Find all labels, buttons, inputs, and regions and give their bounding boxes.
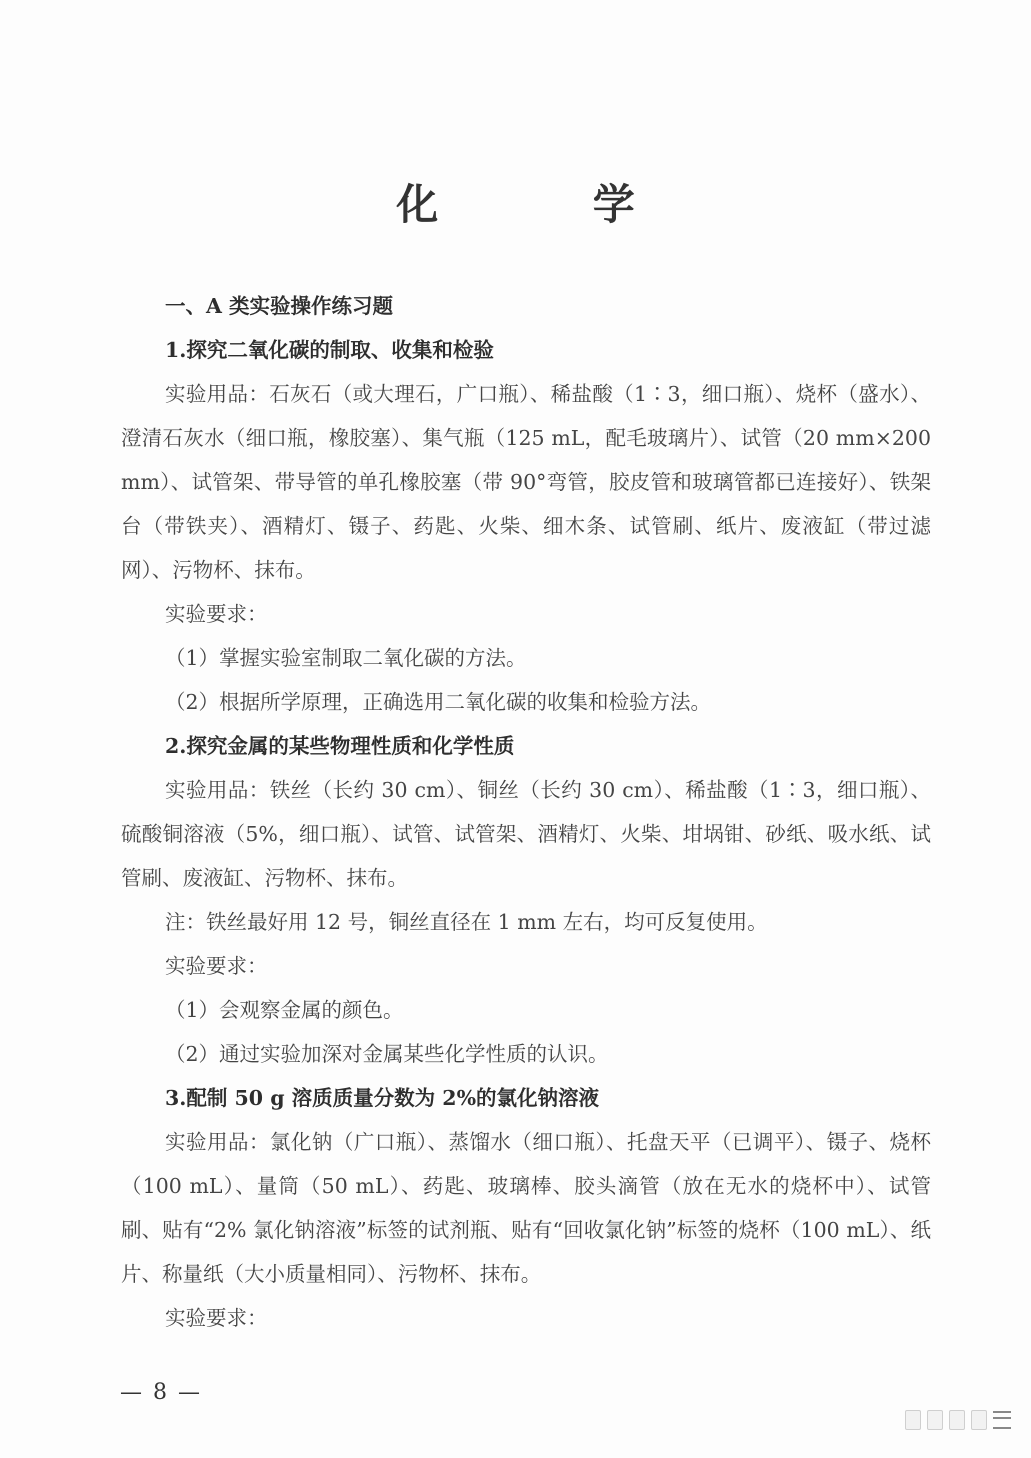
menu-lines-icon [993, 1411, 1011, 1429]
watermark-block-icon [927, 1410, 943, 1430]
experiment-2-note: 注：铁丝最好用 12 号，铜丝直径在 1 mm 左右，均可反复使用。 [165, 910, 768, 934]
watermark-block-icon [905, 1410, 921, 1430]
section-heading: 一、A 类实验操作练习题 [165, 294, 394, 318]
experiment-1-requirement-2: （2）根据所学原理，正确选用二氧化碳的收集和检验方法。 [165, 690, 712, 714]
watermark-block-icon [971, 1410, 987, 1430]
experiment-2-heading: 2.探究金属的某些物理性质和化学性质 [165, 734, 515, 758]
experiment-2-requirement-2: （2）通过实验加深对金属某些化学性质的认识。 [165, 1042, 609, 1066]
experiment-3-materials: 实验用品：氯化钠（广口瓶）、蒸馏水（细口瓶）、托盘天平（已调平）、镊子、烧杯（100 mL）、量筒（50 mL）、药匙、玻璃棒、胶头滴管（放在无水的烧杯中）、试管刷、贴有“2% 氯化钠溶液”标签的试剂瓶、贴有“回收氯化钠”标签的烧杯（100 mL）、纸片、称量纸（大小质量相同）、污物杯、抹布。 [121, 1130, 931, 1286]
experiment-2-requirements-label: 实验要求： [165, 954, 268, 978]
experiment-2-requirement-1: （1）会观察金属的颜色。 [165, 998, 404, 1022]
watermark-block-icon [949, 1410, 965, 1430]
experiment-1-heading: 1.探究二氧化碳的制取、收集和检验 [165, 338, 494, 362]
experiment-3-heading: 3.配制 50 g 溶质质量分数为 2%的氯化钠溶液 [165, 1086, 600, 1110]
page-number: — 8 — [120, 1380, 202, 1405]
experiment-1-materials: 实验用品：石灰石（或大理石，广口瓶）、稀盐酸（1∶3，细口瓶）、烧杯（盛水）、澄清石灰水（细口瓶，橡胶塞）、集气瓶（125 mL，配毛玻璃片）、试管（20 mm×200 mm）、试管架、带导管的单孔橡胶塞（带 90°弯管，胶皮管和玻璃管都已连接好）、铁架台（带铁夹）、酒精灯、镊子、药匙、火柴、细木条、试管刷、纸片、废液缸（带过滤网）、污物杯、抹布。 [121, 382, 931, 582]
document-body [121, 284, 931, 1340]
experiment-2-materials: 实验用品：铁丝（长约 30 cm）、铜丝（长约 30 cm）、稀盐酸（1∶3，细口瓶）、硫酸铜溶液（5%，细口瓶）、试管、试管架、酒精灯、火柴、坩埚钳、砂纸、吸水纸、试管刷、废液缸、污物杯、抹布。 [121, 778, 931, 890]
watermark-icon [905, 1410, 1011, 1430]
experiment-3-requirements-label: 实验要求： [165, 1306, 268, 1330]
experiment-1-requirements-label: 实验要求： [165, 602, 268, 626]
page-title: 化 学 [396, 180, 705, 229]
experiment-1-requirement-1: （1）掌握实验室制取二氧化碳的方法。 [165, 646, 527, 670]
